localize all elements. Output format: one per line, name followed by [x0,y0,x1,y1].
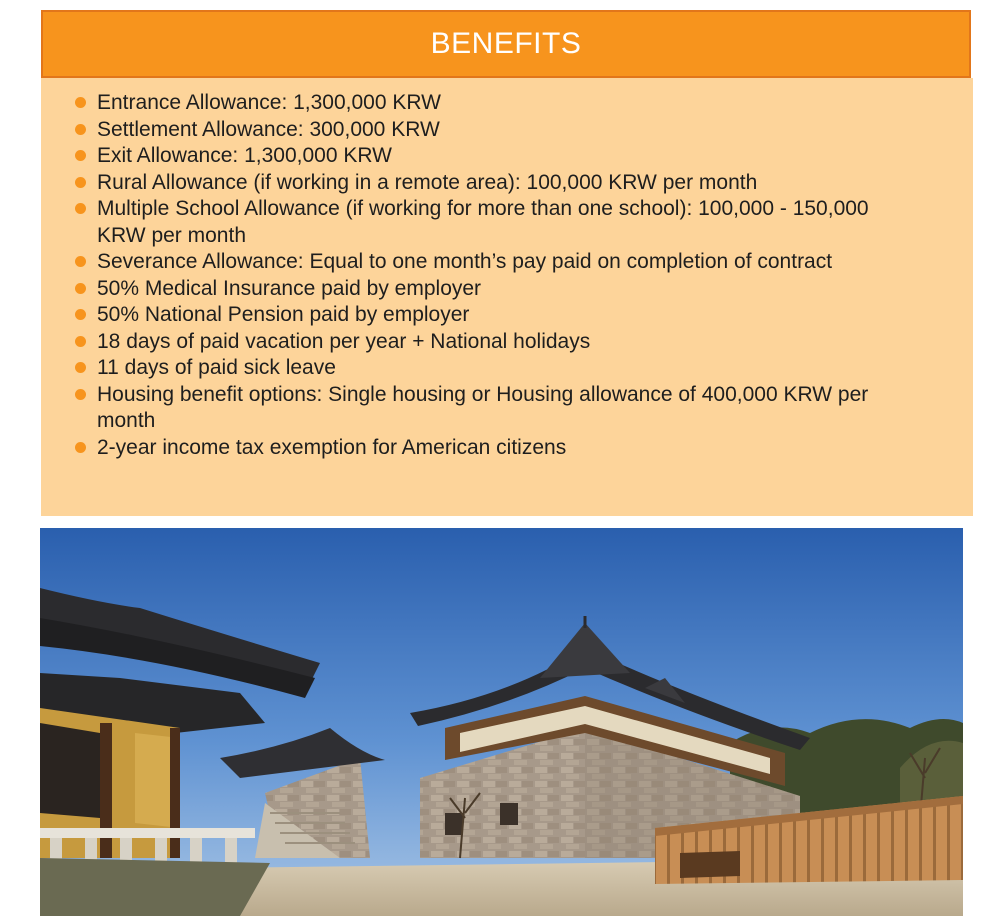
list-item: Settlement Allowance: 300,000 KRW [75,117,917,144]
list-item: Entrance Allowance: 1,300,000 KRW [75,90,917,117]
list-item: Rural Allowance (if working in a remote area): 100,000 KRW per month [75,170,917,197]
bullet-icon [75,389,86,400]
list-item: Exit Allowance: 1,300,000 KRW [75,143,917,170]
benefits-panel [41,78,973,516]
bullet-icon [75,362,86,373]
list-item: 50% Medical Insurance paid by employer [75,276,917,303]
bullet-icon [75,97,86,108]
bullet-icon [75,442,86,453]
header-title: BENEFITS [430,27,582,60]
bullet-icon [75,256,86,267]
list-item: 50% National Pension paid by employer [75,302,917,329]
list-item: Severance Allowance: Equal to one month’s pay paid on completion of contract [75,249,917,276]
benefits-list [75,90,973,461]
bullet-icon [75,336,86,347]
bullet-icon [75,309,86,320]
list-item: 18 days of paid vacation per year + National holidays [75,329,917,356]
bullet-icon [75,150,86,161]
list-item: 2-year income tax exemption for American citizens [75,435,917,462]
list-item: Multiple School Allowance (if working for more than one school): 100,000 - 150,000 KRW per month [75,196,917,249]
bullet-icon [75,283,86,294]
list-item: Housing benefit options: Single housing or Housing allowance of 400,000 KRW per month [75,382,917,435]
bullet-icon [75,203,86,214]
bullet-icon [75,177,86,188]
bullet-icon [75,124,86,135]
list-item: 11 days of paid sick leave [75,355,917,382]
temple-photo [40,528,963,916]
benefits-header [41,10,971,78]
